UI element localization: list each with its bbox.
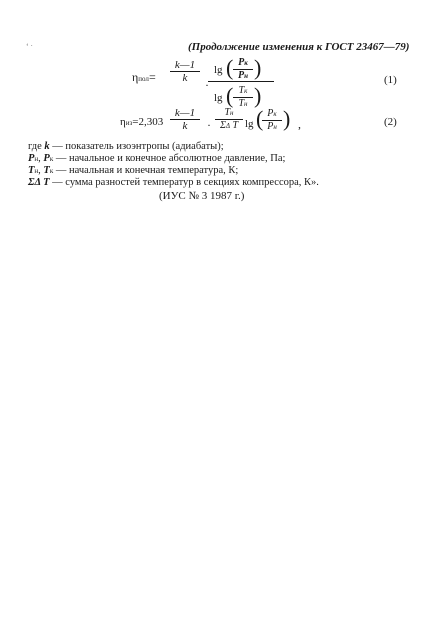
formula-1-k-fraction: k—1 k xyxy=(170,59,200,84)
formula-1-paren-close-2: ) xyxy=(254,83,262,108)
formula-1-lg-num: lg xyxy=(214,64,223,76)
formula-2-number: (2) xyxy=(384,116,397,128)
formula-2-comma: , xyxy=(298,117,301,131)
formula-1-dot: · xyxy=(205,78,209,92)
formula-1-t-fraction: Tк Tн xyxy=(233,85,253,110)
formula-1-p-fraction: Pк Pн xyxy=(233,57,253,82)
legend-row-k: где k — показатель изоэнтропы (адиабаты); xyxy=(28,141,224,152)
legend-row-t: Tн, Tк — начальная и конечная температура, К; xyxy=(28,165,239,176)
formula-2-paren-open: ( xyxy=(256,106,264,131)
formula-1-lg-den: lg xyxy=(214,92,223,104)
page-header: (Продолжение изменения к ГОСТ 23467—79) xyxy=(188,41,410,53)
formula-1-paren-open: ( xyxy=(226,55,234,80)
corner-mark: ʻ ˑ xyxy=(26,42,33,51)
formula-2-lg: lg xyxy=(245,118,254,130)
legend-row-p: Pн, Pк — начальное и конечное абсолютное давление, Па; xyxy=(28,153,286,164)
formula-1-number: (1) xyxy=(384,74,397,86)
legend-row-sigma: ΣΔ T — сумма разностей температур в секциях компрессора, К». xyxy=(28,177,319,188)
formula-2-k-fraction: k—1 k xyxy=(170,107,200,132)
formula-2-dot: · xyxy=(207,118,211,132)
formula-1-paren-open-2: ( xyxy=(226,83,234,108)
ius-reference: (ИУС № 3 1987 г.) xyxy=(159,190,245,202)
formula-2-lhs: ηиз=2,303 xyxy=(120,116,164,128)
formula-1-paren-close: ) xyxy=(254,55,262,80)
formula-2-p-fraction: Pк Pн xyxy=(262,108,282,133)
formula-2-paren-close: ) xyxy=(283,106,291,131)
formula-1-lhs: ηпол= xyxy=(132,70,156,84)
formula-2-t-fraction: Tн ΣΔ T xyxy=(215,107,243,132)
